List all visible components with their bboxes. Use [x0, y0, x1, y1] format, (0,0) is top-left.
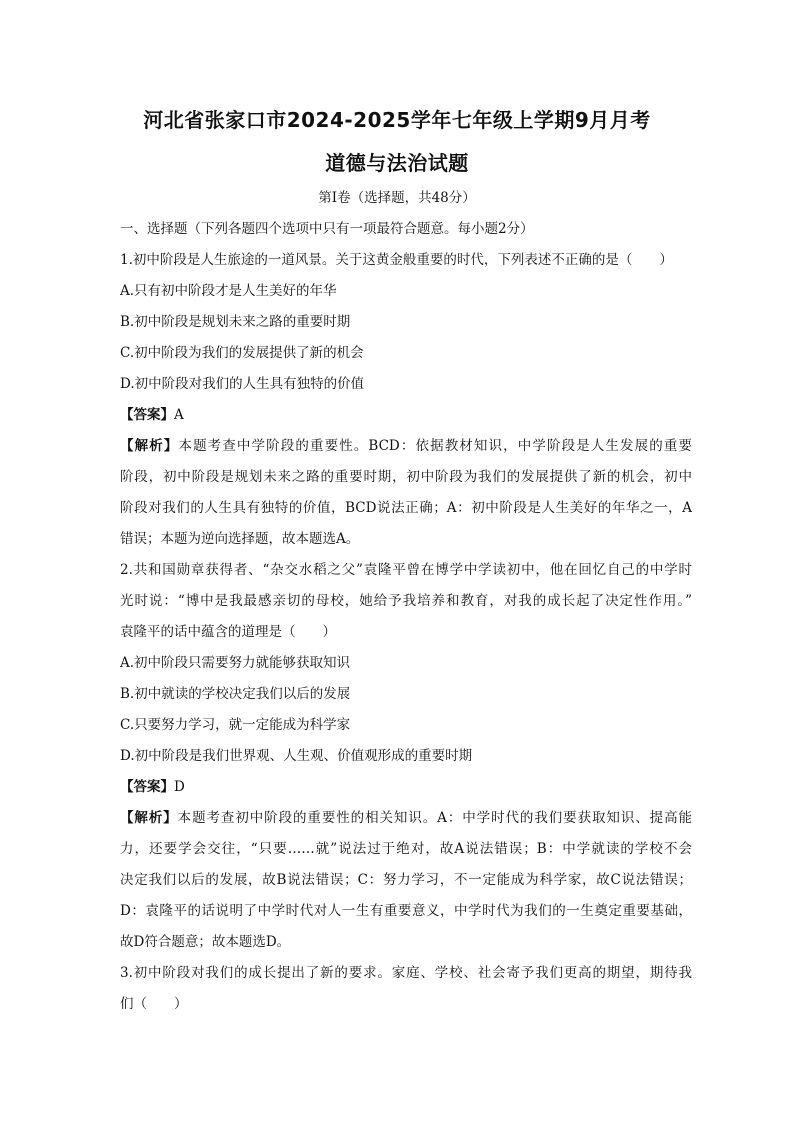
q2-option-a: A.初中阶段只需要努力就能够获取知识 [120, 655, 351, 671]
q1-option-d: D.初中阶段对我们的人生具有独特的价值 [120, 376, 365, 392]
q2-option-b: B.初中就读的学校决定我们以后的发展 [120, 686, 351, 702]
q2-analysis-line: 故D符合题意；故本题选D。 [120, 934, 291, 950]
section-heading: 一、选择题（下列各题四个选项中只有一项最符合题意。每小题2分） [120, 221, 534, 237]
q1-answer-value: A [174, 407, 184, 423]
q3-stem: 3.初中阶段对我们的成长提出了新的要求。家庭、学校、社会寄予我们更高的期望，期待我 [120, 965, 692, 981]
answer-label: 【答案】 [120, 407, 174, 423]
q1-option-a: A.只有初中阶段才是人生美好的年华 [120, 283, 337, 299]
q2-answer [120, 772, 692, 803]
document-subject-title: 道德与法治试题 [325, 151, 469, 175]
q2-analysis-text: 本题考查初中阶段的重要性的相关知识。A：中学时代的我们要获取知识、提高能 [177, 810, 692, 826]
q2-analysis-line [120, 803, 692, 834]
q1-analysis-line: 阶段，初中阶段是规划未来之路的重要时期，初中阶段为我们的发展提供了新的机会，初中 [120, 469, 692, 485]
q3-stem: 们（ ） [120, 996, 188, 1012]
q2-stem: 袁隆平的话中蕴含的道理是（ ） [120, 624, 336, 640]
q1-analysis-line: 阶段对我们的人生具有独特的价值，BCD说法正确；A：初中阶段是人生美好的年华之一，A [120, 500, 692, 516]
q2-stem: 光时说：“博中是我最感亲切的母校，她给予我培养和教育，对我的成长起了决定性作用。” [120, 593, 692, 609]
q2-analysis-line: 决定我们以后的发展，故B说法错误；C：努力学习，不一定能成为科学家，故C说法错误； [120, 872, 692, 888]
q1-option-c: C.初中阶段为我们的发展提供了新的机会 [120, 345, 364, 361]
q2-analysis-line: D：袁隆平的话说明了中学时代对人一生有重要意义，中学时代为我们的一生奠定重要基础， [120, 903, 692, 919]
analysis-label: 【解析】 [120, 438, 179, 454]
q1-stem: 1.初中阶段是人生旅途的一道风景。关于这黄金般重要的时代，下列表述不正确的是（ ） [120, 252, 673, 268]
q1-answer [120, 400, 692, 431]
q2-option-d: D.初中阶段是我们世界观、人生观、价值观形成的重要时期 [120, 748, 473, 764]
q1-analysis-line [120, 431, 692, 462]
q1-analysis-text: 本题考查中学阶段的重要性。BCD：依据教材知识，中学阶段是人生发展的重要 [178, 438, 692, 454]
q2-stem: 2.共和国勋章获得者、“杂交水稻之父”袁隆平曾在博学中学读初中，他在回忆自己的中学时 [120, 562, 692, 578]
q2-option-c: C.只要努力学习，就一定能成为科学家 [120, 717, 351, 733]
document-body [120, 214, 692, 1020]
answer-label: 【答案】 [120, 779, 174, 795]
document-title: 河北省张家口市2024-2025学年七年级上学期9月月考 [143, 108, 651, 132]
analysis-label: 【解析】 [120, 810, 178, 826]
q1-analysis-line: 错误；本题为逆向选择题，故本题选A。 [120, 531, 360, 547]
q1-option-b: B.初中阶段是规划未来之路的重要时期 [120, 314, 351, 330]
q2-answer-value: D [174, 779, 185, 795]
q2-analysis-line: 力，还要学会交往，“只要……就”说法过于绝对，故A说法错误；B：中学就读的学校不会 [120, 841, 692, 857]
volume-heading: 第I卷（选择题，共48分） [318, 190, 476, 206]
